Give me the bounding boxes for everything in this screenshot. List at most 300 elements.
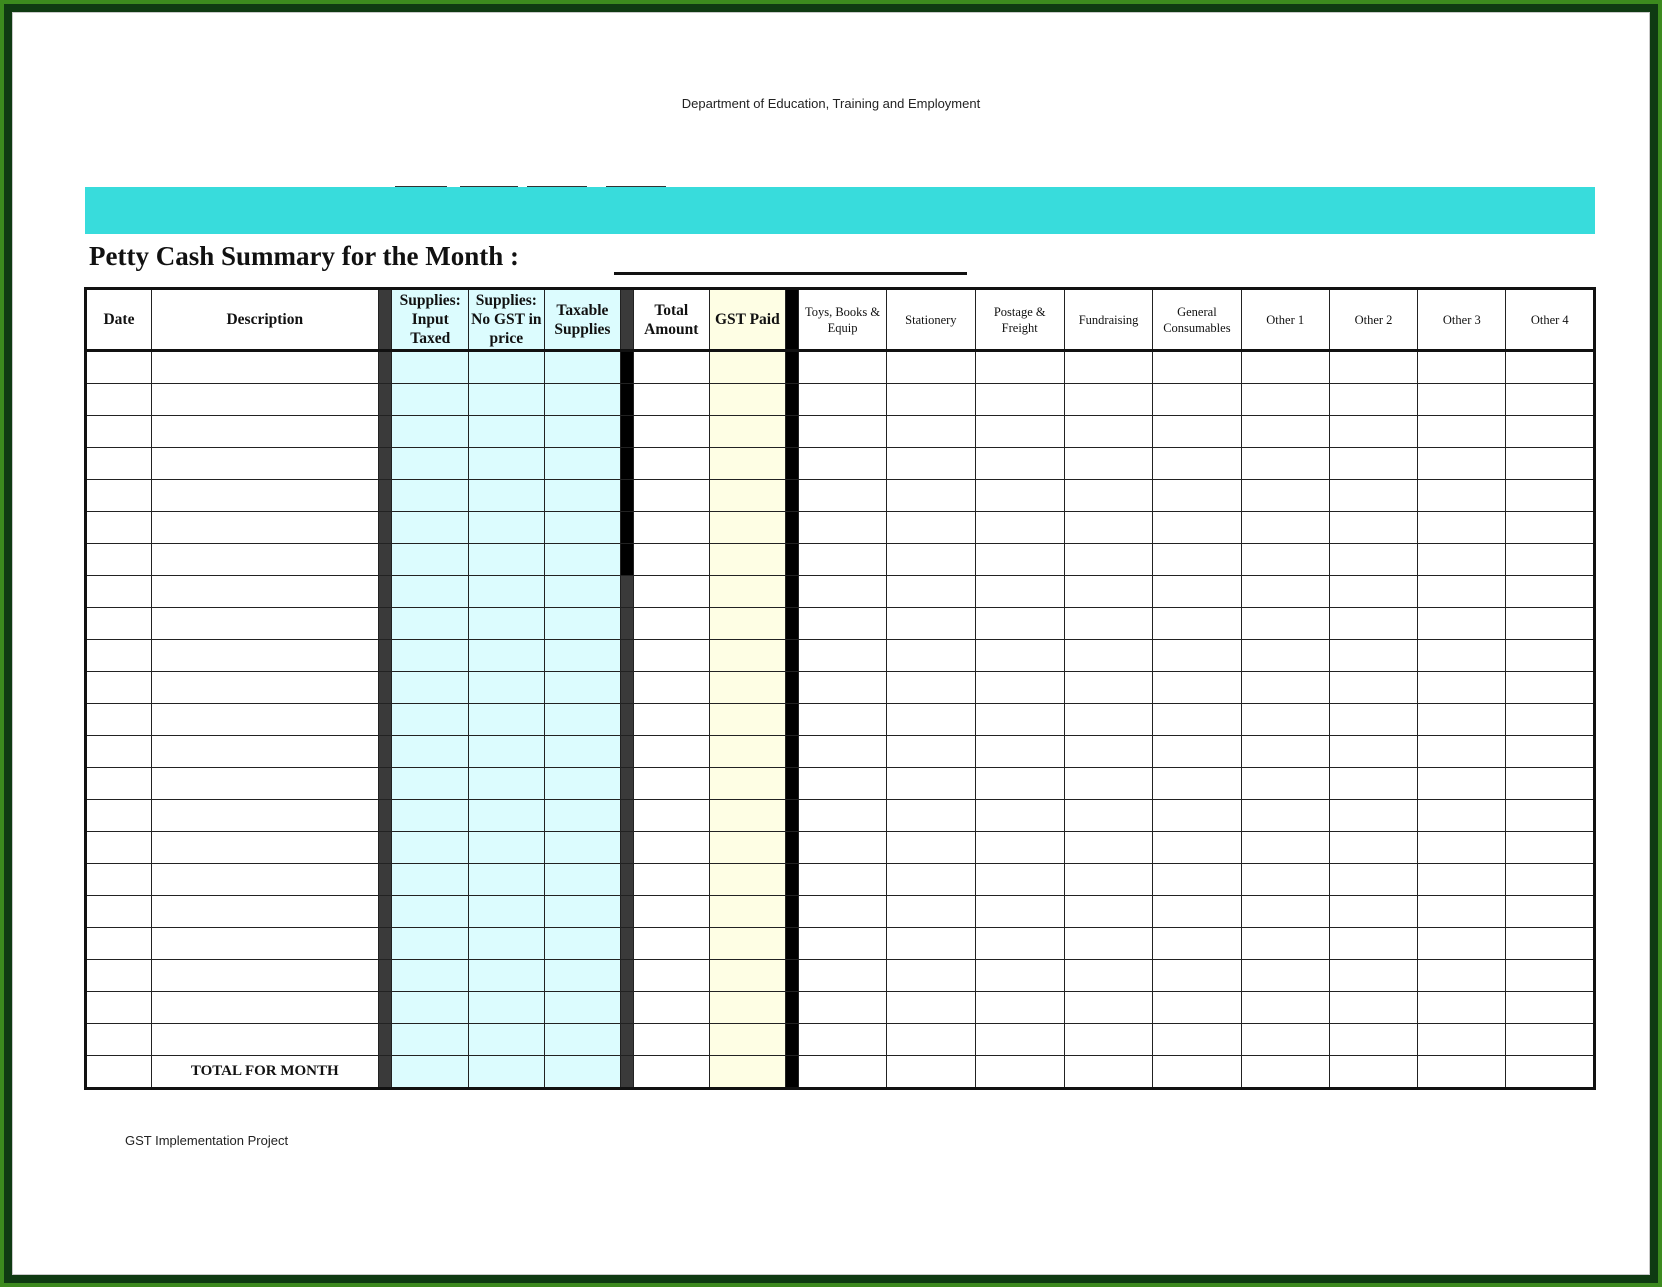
- table-cell[interactable]: [633, 896, 709, 928]
- table-cell[interactable]: [1506, 544, 1595, 576]
- table-cell[interactable]: [1506, 576, 1595, 608]
- table-cell[interactable]: [392, 512, 469, 544]
- table-cell[interactable]: [544, 768, 621, 800]
- table-cell[interactable]: [1153, 800, 1241, 832]
- table-cell[interactable]: [151, 384, 378, 416]
- total-cell[interactable]: [798, 1056, 886, 1089]
- table-cell[interactable]: [709, 704, 786, 736]
- table-cell[interactable]: [86, 640, 152, 672]
- table-cell[interactable]: [544, 448, 621, 480]
- table-cell[interactable]: [1506, 960, 1595, 992]
- table-cell[interactable]: [1241, 992, 1329, 1024]
- table-cell[interactable]: [544, 672, 621, 704]
- table-cell[interactable]: [1506, 448, 1595, 480]
- table-cell[interactable]: [798, 416, 886, 448]
- table-cell[interactable]: [1153, 864, 1241, 896]
- table-cell[interactable]: [86, 928, 152, 960]
- table-cell[interactable]: [1418, 736, 1506, 768]
- table-cell[interactable]: [544, 608, 621, 640]
- table-cell[interactable]: [469, 864, 545, 896]
- total-cell[interactable]: [1329, 1056, 1417, 1089]
- table-cell[interactable]: [1506, 896, 1595, 928]
- table-cell[interactable]: [709, 960, 786, 992]
- table-cell[interactable]: [1064, 576, 1152, 608]
- table-cell[interactable]: [887, 992, 975, 1024]
- table-cell[interactable]: [1153, 512, 1241, 544]
- table-cell[interactable]: [633, 448, 709, 480]
- table-cell[interactable]: [1329, 576, 1417, 608]
- table-cell[interactable]: [1241, 736, 1329, 768]
- table-cell[interactable]: [469, 928, 545, 960]
- table-cell[interactable]: [1329, 512, 1417, 544]
- table-cell[interactable]: [1064, 768, 1152, 800]
- total-cell[interactable]: [1153, 1056, 1241, 1089]
- table-cell[interactable]: [1153, 384, 1241, 416]
- table-cell[interactable]: [1418, 576, 1506, 608]
- table-cell[interactable]: [1506, 351, 1595, 384]
- table-cell[interactable]: [798, 832, 886, 864]
- table-cell[interactable]: [469, 640, 545, 672]
- table-cell[interactable]: [887, 544, 975, 576]
- table-cell[interactable]: [151, 672, 378, 704]
- table-cell[interactable]: [975, 1024, 1064, 1056]
- table-cell[interactable]: [392, 640, 469, 672]
- table-cell[interactable]: [887, 928, 975, 960]
- table-cell[interactable]: [1064, 928, 1152, 960]
- table-cell[interactable]: [975, 704, 1064, 736]
- table-cell[interactable]: [544, 544, 621, 576]
- table-cell[interactable]: [1418, 448, 1506, 480]
- table-cell[interactable]: [1064, 1024, 1152, 1056]
- table-cell[interactable]: [544, 992, 621, 1024]
- table-cell[interactable]: [798, 576, 886, 608]
- table-cell[interactable]: [392, 928, 469, 960]
- table-cell[interactable]: [86, 1024, 152, 1056]
- table-cell[interactable]: [544, 832, 621, 864]
- table-cell[interactable]: [798, 928, 886, 960]
- table-cell[interactable]: [887, 768, 975, 800]
- table-cell[interactable]: [544, 351, 621, 384]
- table-cell[interactable]: [633, 832, 709, 864]
- table-cell[interactable]: [1418, 416, 1506, 448]
- table-cell[interactable]: [1418, 544, 1506, 576]
- table-cell[interactable]: [151, 416, 378, 448]
- table-cell[interactable]: [1153, 544, 1241, 576]
- table-cell[interactable]: [633, 800, 709, 832]
- table-cell[interactable]: [798, 992, 886, 1024]
- table-cell[interactable]: [1241, 416, 1329, 448]
- table-cell[interactable]: [1506, 512, 1595, 544]
- table-cell[interactable]: [1329, 832, 1417, 864]
- table-cell[interactable]: [1506, 704, 1595, 736]
- total-cell[interactable]: [469, 1056, 545, 1089]
- table-cell[interactable]: [1418, 896, 1506, 928]
- table-cell[interactable]: [1418, 768, 1506, 800]
- table-cell[interactable]: [1241, 351, 1329, 384]
- table-cell[interactable]: [392, 544, 469, 576]
- table-cell[interactable]: [887, 800, 975, 832]
- table-cell[interactable]: [1329, 896, 1417, 928]
- table-cell[interactable]: [1506, 928, 1595, 960]
- table-cell[interactable]: [1064, 864, 1152, 896]
- table-cell[interactable]: [887, 704, 975, 736]
- table-cell[interactable]: [151, 896, 378, 928]
- table-cell[interactable]: [86, 416, 152, 448]
- table-cell[interactable]: [1153, 896, 1241, 928]
- table-cell[interactable]: [975, 576, 1064, 608]
- table-cell[interactable]: [86, 384, 152, 416]
- table-cell[interactable]: [1241, 544, 1329, 576]
- table-cell[interactable]: [86, 800, 152, 832]
- table-cell[interactable]: [392, 608, 469, 640]
- table-cell[interactable]: [544, 864, 621, 896]
- table-cell[interactable]: [86, 480, 152, 512]
- table-cell[interactable]: [1506, 800, 1595, 832]
- table-cell[interactable]: [798, 448, 886, 480]
- table-cell[interactable]: [1064, 448, 1152, 480]
- table-cell[interactable]: [544, 704, 621, 736]
- table-cell[interactable]: [544, 576, 621, 608]
- table-cell[interactable]: [709, 640, 786, 672]
- table-cell[interactable]: [86, 832, 152, 864]
- table-cell[interactable]: [151, 960, 378, 992]
- table-cell[interactable]: [151, 800, 378, 832]
- table-cell[interactable]: [1153, 448, 1241, 480]
- table-cell[interactable]: [798, 736, 886, 768]
- table-cell[interactable]: [1064, 832, 1152, 864]
- table-cell[interactable]: [469, 704, 545, 736]
- table-cell[interactable]: [469, 832, 545, 864]
- table-cell[interactable]: [1506, 608, 1595, 640]
- table-cell[interactable]: [1064, 992, 1152, 1024]
- table-cell[interactable]: [887, 448, 975, 480]
- table-cell[interactable]: [633, 1024, 709, 1056]
- table-cell[interactable]: [709, 448, 786, 480]
- table-cell[interactable]: [1064, 672, 1152, 704]
- table-cell[interactable]: [1418, 832, 1506, 864]
- table-cell[interactable]: [975, 832, 1064, 864]
- table-cell[interactable]: [975, 960, 1064, 992]
- table-cell[interactable]: [1064, 896, 1152, 928]
- table-cell[interactable]: [1418, 992, 1506, 1024]
- total-cell[interactable]: [633, 1056, 709, 1089]
- table-cell[interactable]: [392, 480, 469, 512]
- table-cell[interactable]: [633, 672, 709, 704]
- table-cell[interactable]: [709, 576, 786, 608]
- table-cell[interactable]: [975, 736, 1064, 768]
- table-cell[interactable]: [151, 928, 378, 960]
- table-cell[interactable]: [633, 480, 709, 512]
- table-cell[interactable]: [709, 351, 786, 384]
- table-cell[interactable]: [709, 544, 786, 576]
- table-cell[interactable]: [1153, 736, 1241, 768]
- table-cell[interactable]: [1153, 992, 1241, 1024]
- total-date-cell[interactable]: [86, 1056, 152, 1089]
- table-cell[interactable]: [1329, 544, 1417, 576]
- table-cell[interactable]: [392, 351, 469, 384]
- table-cell[interactable]: [544, 480, 621, 512]
- table-cell[interactable]: [544, 800, 621, 832]
- table-cell[interactable]: [1153, 672, 1241, 704]
- table-cell[interactable]: [1241, 832, 1329, 864]
- table-cell[interactable]: [798, 544, 886, 576]
- table-cell[interactable]: [1329, 608, 1417, 640]
- table-cell[interactable]: [392, 832, 469, 864]
- table-cell[interactable]: [1241, 640, 1329, 672]
- table-cell[interactable]: [392, 576, 469, 608]
- table-cell[interactable]: [633, 351, 709, 384]
- table-cell[interactable]: [709, 928, 786, 960]
- table-cell[interactable]: [887, 608, 975, 640]
- table-cell[interactable]: [392, 672, 469, 704]
- table-cell[interactable]: [86, 992, 152, 1024]
- table-cell[interactable]: [975, 384, 1064, 416]
- total-cell[interactable]: [392, 1056, 469, 1089]
- table-cell[interactable]: [1418, 480, 1506, 512]
- table-cell[interactable]: [1418, 928, 1506, 960]
- table-cell[interactable]: [887, 480, 975, 512]
- table-cell[interactable]: [1241, 672, 1329, 704]
- table-cell[interactable]: [544, 640, 621, 672]
- table-cell[interactable]: [392, 864, 469, 896]
- table-cell[interactable]: [1241, 896, 1329, 928]
- table-cell[interactable]: [151, 512, 378, 544]
- table-cell[interactable]: [633, 864, 709, 896]
- table-cell[interactable]: [1329, 800, 1417, 832]
- table-cell[interactable]: [1064, 351, 1152, 384]
- table-cell[interactable]: [1418, 351, 1506, 384]
- table-cell[interactable]: [1418, 960, 1506, 992]
- table-cell[interactable]: [86, 768, 152, 800]
- table-cell[interactable]: [1064, 480, 1152, 512]
- table-cell[interactable]: [469, 992, 545, 1024]
- table-cell[interactable]: [469, 960, 545, 992]
- table-cell[interactable]: [86, 672, 152, 704]
- table-cell[interactable]: [1241, 384, 1329, 416]
- table-cell[interactable]: [633, 384, 709, 416]
- table-cell[interactable]: [633, 736, 709, 768]
- table-cell[interactable]: [86, 544, 152, 576]
- table-cell[interactable]: [1153, 704, 1241, 736]
- table-cell[interactable]: [1506, 992, 1595, 1024]
- table-cell[interactable]: [86, 448, 152, 480]
- table-cell[interactable]: [1153, 480, 1241, 512]
- table-cell[interactable]: [1064, 608, 1152, 640]
- total-cell[interactable]: [1064, 1056, 1152, 1089]
- table-cell[interactable]: [392, 704, 469, 736]
- table-cell[interactable]: [1241, 512, 1329, 544]
- table-cell[interactable]: [633, 544, 709, 576]
- table-cell[interactable]: [975, 351, 1064, 384]
- table-cell[interactable]: [633, 768, 709, 800]
- table-cell[interactable]: [1418, 384, 1506, 416]
- table-cell[interactable]: [1329, 864, 1417, 896]
- table-cell[interactable]: [1153, 576, 1241, 608]
- table-cell[interactable]: [1153, 351, 1241, 384]
- table-cell[interactable]: [1241, 928, 1329, 960]
- total-cell[interactable]: [1418, 1056, 1506, 1089]
- table-cell[interactable]: [151, 576, 378, 608]
- table-cell[interactable]: [151, 864, 378, 896]
- table-cell[interactable]: [1329, 480, 1417, 512]
- table-cell[interactable]: [1064, 704, 1152, 736]
- table-cell[interactable]: [887, 672, 975, 704]
- table-cell[interactable]: [1153, 1024, 1241, 1056]
- table-cell[interactable]: [392, 800, 469, 832]
- table-cell[interactable]: [975, 672, 1064, 704]
- table-cell[interactable]: [798, 640, 886, 672]
- table-cell[interactable]: [469, 416, 545, 448]
- table-cell[interactable]: [1153, 640, 1241, 672]
- table-cell[interactable]: [544, 736, 621, 768]
- table-cell[interactable]: [1506, 640, 1595, 672]
- total-cell[interactable]: [544, 1056, 621, 1089]
- table-cell[interactable]: [709, 384, 786, 416]
- table-cell[interactable]: [1153, 608, 1241, 640]
- table-cell[interactable]: [1506, 384, 1595, 416]
- table-cell[interactable]: [975, 768, 1064, 800]
- table-cell[interactable]: [151, 768, 378, 800]
- total-cell[interactable]: [887, 1056, 975, 1089]
- table-cell[interactable]: [86, 736, 152, 768]
- table-cell[interactable]: [151, 544, 378, 576]
- table-cell[interactable]: [975, 800, 1064, 832]
- table-cell[interactable]: [1329, 704, 1417, 736]
- table-cell[interactable]: [1329, 384, 1417, 416]
- table-cell[interactable]: [1153, 960, 1241, 992]
- table-cell[interactable]: [86, 896, 152, 928]
- table-cell[interactable]: [469, 1024, 545, 1056]
- table-cell[interactable]: [798, 512, 886, 544]
- table-cell[interactable]: [1506, 1024, 1595, 1056]
- table-cell[interactable]: [1418, 800, 1506, 832]
- table-cell[interactable]: [1241, 704, 1329, 736]
- table-cell[interactable]: [469, 896, 545, 928]
- table-cell[interactable]: [633, 960, 709, 992]
- total-cell[interactable]: [709, 1056, 786, 1089]
- table-cell[interactable]: [544, 416, 621, 448]
- table-cell[interactable]: [709, 768, 786, 800]
- table-cell[interactable]: [469, 768, 545, 800]
- table-cell[interactable]: [86, 351, 152, 384]
- table-cell[interactable]: [798, 896, 886, 928]
- table-cell[interactable]: [798, 960, 886, 992]
- table-cell[interactable]: [1329, 351, 1417, 384]
- table-cell[interactable]: [709, 800, 786, 832]
- table-cell[interactable]: [1506, 768, 1595, 800]
- table-cell[interactable]: [1064, 736, 1152, 768]
- table-cell[interactable]: [633, 608, 709, 640]
- table-cell[interactable]: [1506, 736, 1595, 768]
- table-cell[interactable]: [86, 576, 152, 608]
- table-cell[interactable]: [151, 736, 378, 768]
- total-cell[interactable]: [1506, 1056, 1595, 1089]
- table-cell[interactable]: [1329, 960, 1417, 992]
- table-cell[interactable]: [469, 576, 545, 608]
- table-cell[interactable]: [1329, 736, 1417, 768]
- table-cell[interactable]: [798, 704, 886, 736]
- table-cell[interactable]: [544, 384, 621, 416]
- table-cell[interactable]: [798, 480, 886, 512]
- table-cell[interactable]: [469, 480, 545, 512]
- table-cell[interactable]: [1329, 928, 1417, 960]
- table-cell[interactable]: [1418, 672, 1506, 704]
- table-cell[interactable]: [1418, 608, 1506, 640]
- table-cell[interactable]: [392, 736, 469, 768]
- table-cell[interactable]: [1064, 640, 1152, 672]
- table-cell[interactable]: [151, 640, 378, 672]
- table-cell[interactable]: [1241, 608, 1329, 640]
- table-cell[interactable]: [709, 896, 786, 928]
- table-cell[interactable]: [1064, 416, 1152, 448]
- table-cell[interactable]: [392, 384, 469, 416]
- table-cell[interactable]: [544, 896, 621, 928]
- table-cell[interactable]: [151, 992, 378, 1024]
- table-cell[interactable]: [469, 736, 545, 768]
- table-cell[interactable]: [1329, 768, 1417, 800]
- table-cell[interactable]: [633, 928, 709, 960]
- total-cell[interactable]: [1241, 1056, 1329, 1089]
- table-cell[interactable]: [1506, 864, 1595, 896]
- table-cell[interactable]: [151, 832, 378, 864]
- table-cell[interactable]: [1153, 832, 1241, 864]
- table-cell[interactable]: [151, 608, 378, 640]
- table-cell[interactable]: [709, 736, 786, 768]
- table-cell[interactable]: [469, 512, 545, 544]
- table-cell[interactable]: [1241, 448, 1329, 480]
- table-cell[interactable]: [798, 384, 886, 416]
- table-cell[interactable]: [709, 992, 786, 1024]
- table-cell[interactable]: [1418, 640, 1506, 672]
- table-cell[interactable]: [1241, 480, 1329, 512]
- table-cell[interactable]: [633, 416, 709, 448]
- table-cell[interactable]: [469, 351, 545, 384]
- table-cell[interactable]: [975, 480, 1064, 512]
- table-cell[interactable]: [544, 960, 621, 992]
- table-cell[interactable]: [1153, 928, 1241, 960]
- table-cell[interactable]: [392, 896, 469, 928]
- table-cell[interactable]: [1506, 672, 1595, 704]
- table-cell[interactable]: [887, 576, 975, 608]
- table-cell[interactable]: [1241, 864, 1329, 896]
- table-cell[interactable]: [887, 864, 975, 896]
- table-cell[interactable]: [544, 512, 621, 544]
- table-cell[interactable]: [392, 448, 469, 480]
- table-cell[interactable]: [798, 1024, 886, 1056]
- table-cell[interactable]: [1329, 672, 1417, 704]
- table-cell[interactable]: [975, 928, 1064, 960]
- table-cell[interactable]: [544, 1024, 621, 1056]
- table-cell[interactable]: [709, 480, 786, 512]
- table-cell[interactable]: [1506, 416, 1595, 448]
- table-cell[interactable]: [798, 768, 886, 800]
- table-cell[interactable]: [1241, 576, 1329, 608]
- table-cell[interactable]: [1064, 512, 1152, 544]
- table-cell[interactable]: [392, 960, 469, 992]
- table-cell[interactable]: [887, 832, 975, 864]
- table-cell[interactable]: [633, 576, 709, 608]
- table-cell[interactable]: [392, 992, 469, 1024]
- table-cell[interactable]: [86, 704, 152, 736]
- table-cell[interactable]: [709, 864, 786, 896]
- table-cell[interactable]: [709, 608, 786, 640]
- table-cell[interactable]: [151, 704, 378, 736]
- table-cell[interactable]: [1418, 704, 1506, 736]
- table-cell[interactable]: [86, 864, 152, 896]
- table-cell[interactable]: [469, 672, 545, 704]
- table-cell[interactable]: [469, 544, 545, 576]
- table-cell[interactable]: [1064, 544, 1152, 576]
